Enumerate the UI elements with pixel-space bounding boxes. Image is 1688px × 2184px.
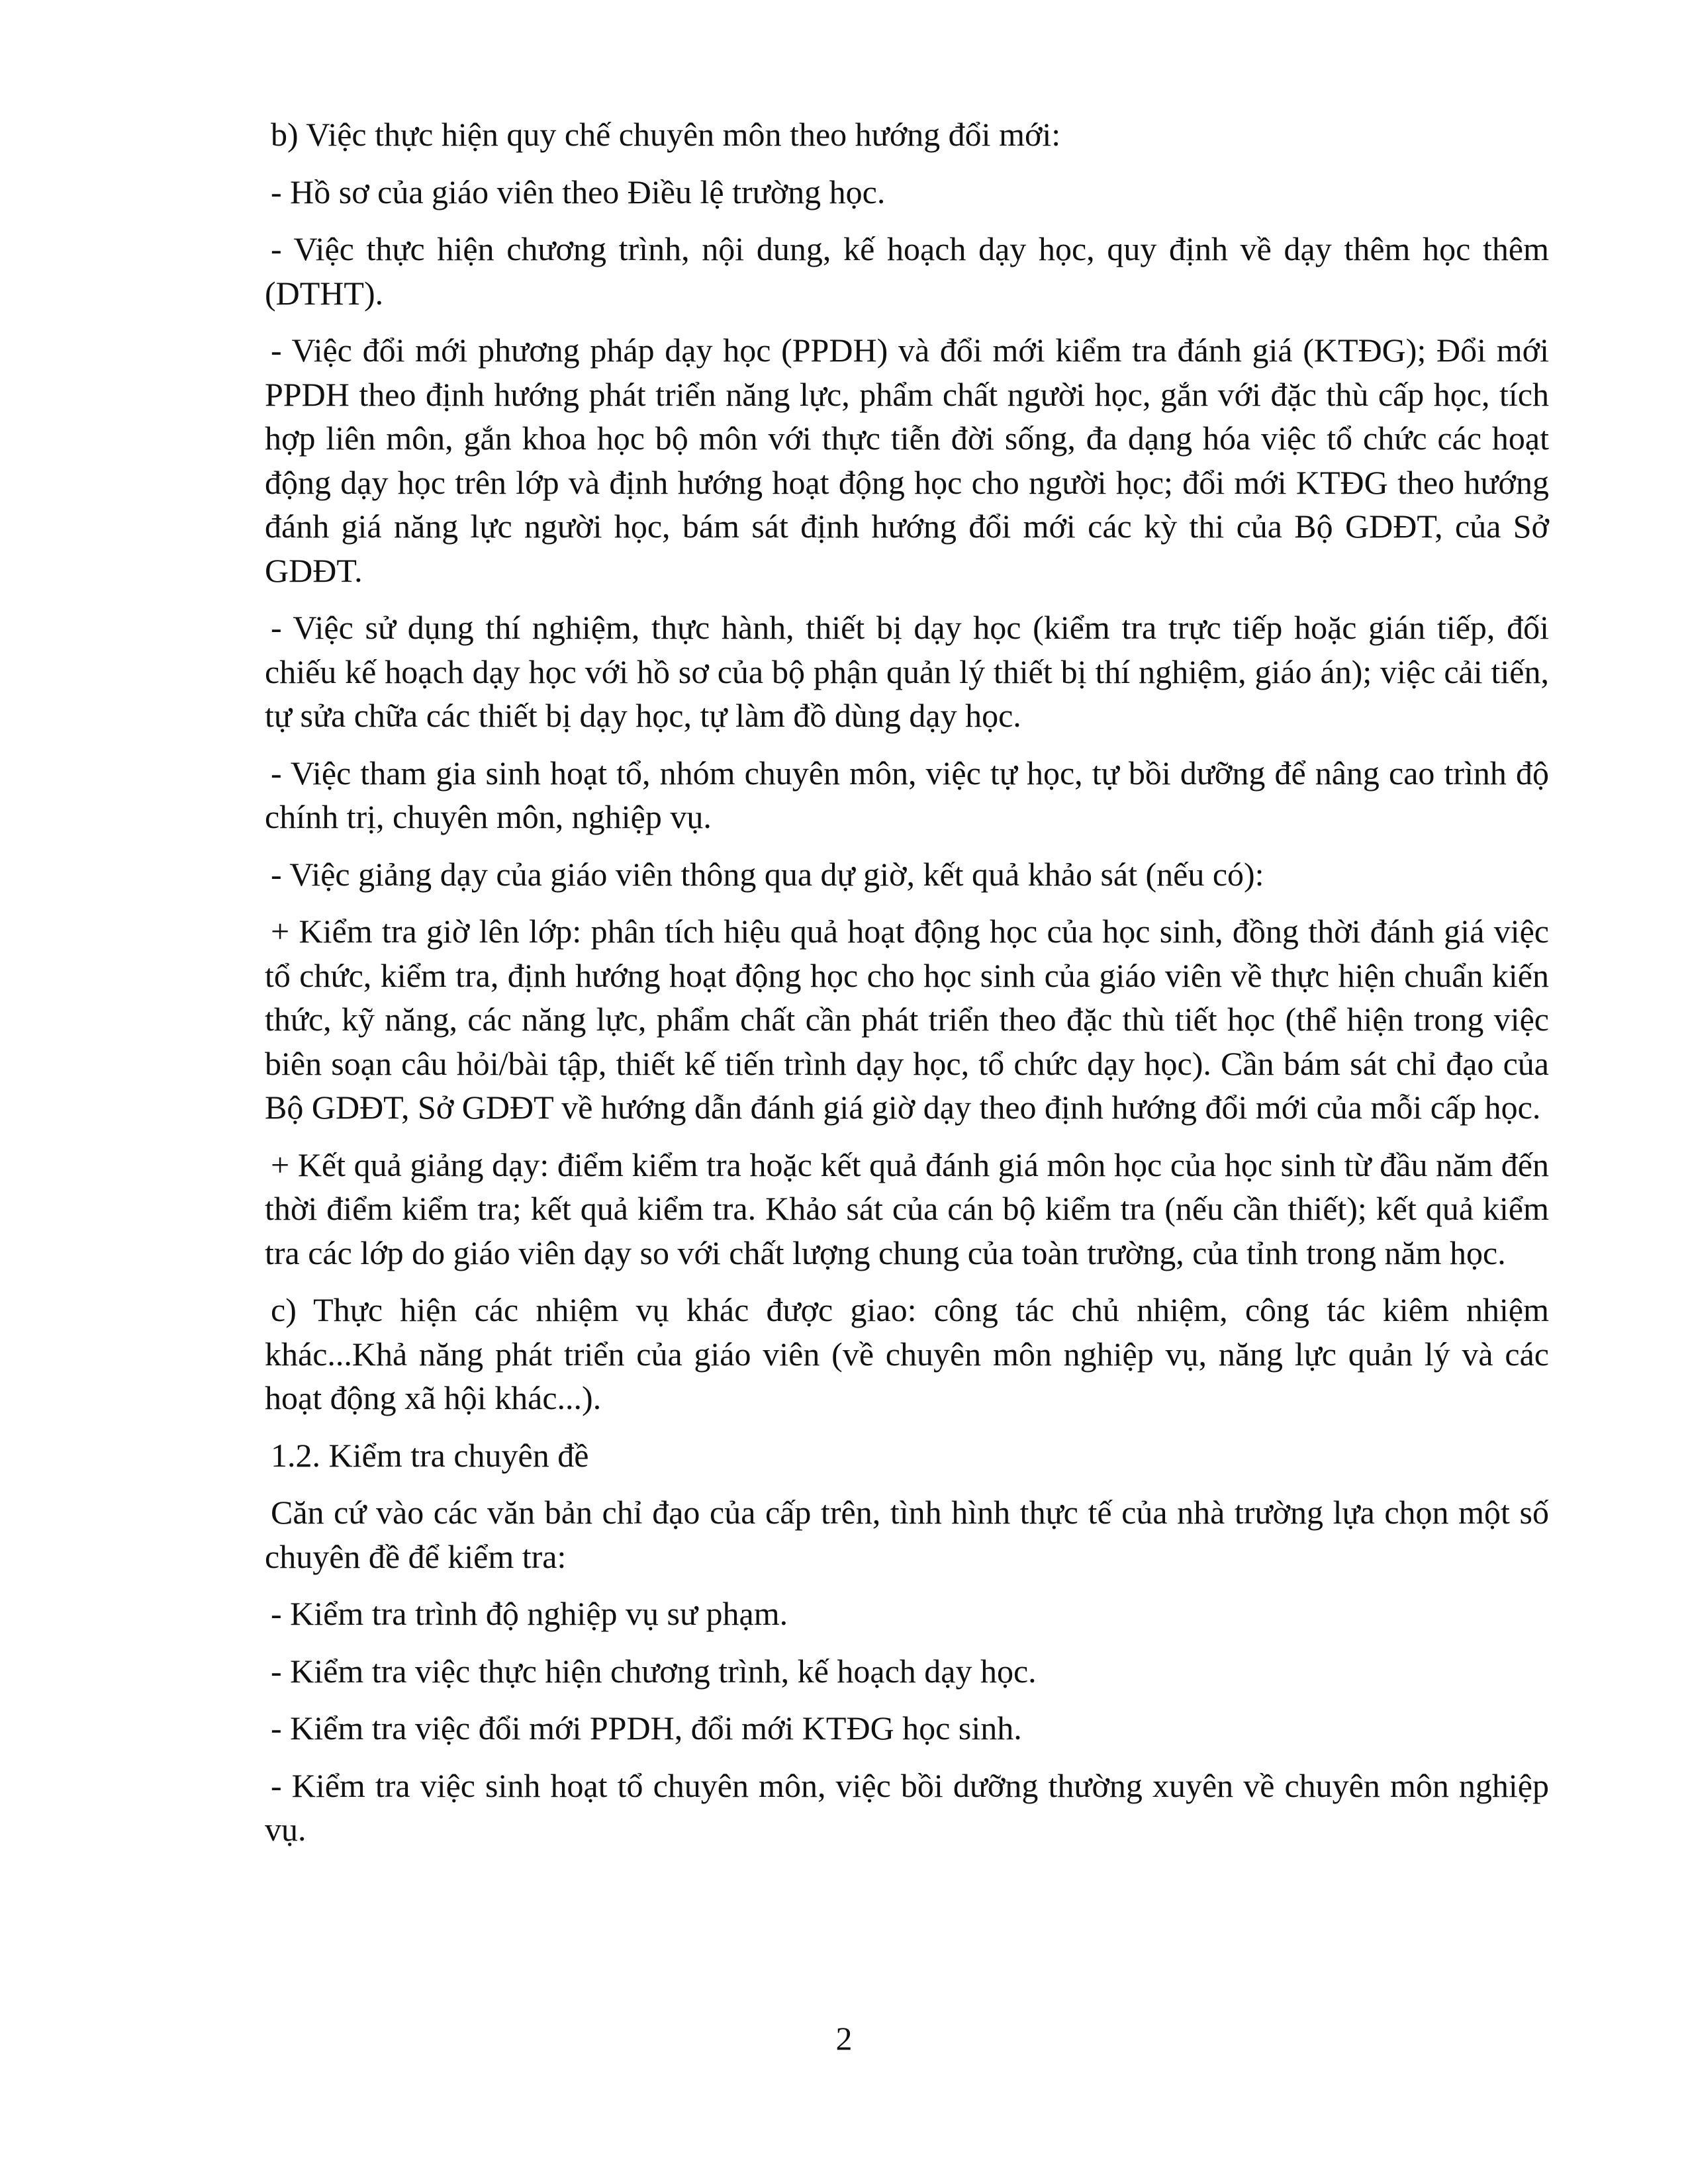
paragraph-teaching-results: + Kết quả giảng dạy: điểm kiểm tra hoặc kết quả đánh giá môn học của học sinh từ đầu năm đến thời điểm kiểm tra; kết quả kiểm tra. Khảo sát của cán bộ kiểm tra (nếu cần thiết); kết quả kiểm tra các lớp do giáo viên dạy so với chất lượng chung của toàn trường, của tỉnh trong năm học.	[265, 1146, 1549, 1271]
paragraph-teaching-method-innovation: - Việc đổi mới phương pháp dạy học (PPDH) và đổi mới kiểm tra đánh giá (KTĐG); Đổi mới PPDH theo định hướng phát triển năng lực, phẩm chất người học, gắn với đặc thù cấp học, tích hợp liên môn, gắn khoa học bộ môn với thực tiễn đời sống, đa dạng hóa việc tổ chức các hoạt động dạy học trên lớp và định hướng hoạt động học cho người học; đổi mới KTĐG theo hướng đánh giá năng lực người học, bám sát định hướng đổi mới các kỳ thi của Bộ GDĐT, của Sở GDĐT.	[265, 332, 1549, 589]
paragraph-teaching-observation: - Việc giảng dạy của giáo viên thông qua dự giờ, kết quả khảo sát (nếu có):	[271, 855, 1264, 893]
paragraph-section-c-other-duties: c) Thực hiện các nhiệm vụ khác được giao: công tác chủ nhiệm, công tác kiêm nhiệm khác...Khả năng phát triển của giáo viên (về chuyên môn nghiệp vụ, năng lực quản lý và các hoạt động xã hội khác...).	[265, 1291, 1549, 1416]
paragraph-pedagogy-skill-inspection: - Kiểm tra trình độ nghiệp vụ sư phạm.	[271, 1595, 788, 1632]
paragraph-curriculum-implementation: - Việc thực hiện chương trình, nội dung, kế hoạch dạy học, quy định về dạy thêm học thêm (DTHT).	[265, 230, 1549, 312]
paragraph-teacher-records: - Hồ sơ của giáo viên theo Điều lệ trường học.	[271, 173, 886, 210]
paragraph-lab-equipment-usage: - Việc sử dụng thí nghiệm, thực hành, thiết bị dạy học (kiểm tra trực tiếp hoặc gián tiếp, đối chiếu kế hoạch dạy học với hồ sơ của bộ phận quản lý thiết bị thí nghiệm, giáo án); việc cải tiến, tự sửa chữa các thiết bị dạy học, tự làm đồ dùng dạy học.	[265, 609, 1549, 734]
page-number: 2	[835, 2020, 853, 2057]
paragraph-curriculum-plan-inspection: - Kiểm tra việc thực hiện chương trình, kế hoạch dạy học.	[271, 1652, 1037, 1690]
paragraph-topic-selection: Căn cứ vào các văn bản chỉ đạo của cấp trên, tình hình thực tế của nhà trường lựa chọn một số chuyên đề để kiểm tra:	[265, 1494, 1549, 1575]
heading-1-2-topic-inspection: 1.2. Kiểm tra chuyên đề	[271, 1436, 589, 1474]
paragraph-group-training-inspection: - Kiểm tra việc sinh hoạt tổ chuyên môn, việc bồi dưỡng thường xuyên về chuyên môn nghiệp vụ.	[265, 1766, 1549, 1848]
paragraph-section-b-heading: b) Việc thực hiện quy chế chuyên môn theo hướng đổi mới:	[271, 116, 1061, 153]
paragraph-ppdh-ktdg-inspection: - Kiểm tra việc đổi mới PPDH, đổi mới KTĐG học sinh.	[271, 1709, 1022, 1747]
paragraph-professional-group-activities: - Việc tham gia sinh hoạt tổ, nhóm chuyên môn, việc tự học, tự bồi dưỡng để nâng cao trình độ chính trị, chuyên môn, nghiệp vụ.	[265, 754, 1549, 835]
paragraph-class-inspection: + Kiểm tra giờ lên lớp: phân tích hiệu quả hoạt động học của học sinh, đồng thời đánh giá việc tổ chức, kiểm tra, định hướng hoạt động học cho học sinh của giáo viên về thực hiện chuẩn kiến thức, kỹ năng, các năng lực, phẩm chất cần phát triển theo đặc thù tiết học (thể hiện trong việc biên soạn câu hỏi/bài tập, thiết kế tiến trình dạy học, tổ chức dạy học). Cần bám sát chỉ đạo của Bộ GDĐT, Sở GDĐT về hướng dẫn đánh giá giờ dạy theo định hướng đổi mới của mỗi cấp học.	[265, 913, 1549, 1126]
document-body	[265, 113, 1549, 1865]
